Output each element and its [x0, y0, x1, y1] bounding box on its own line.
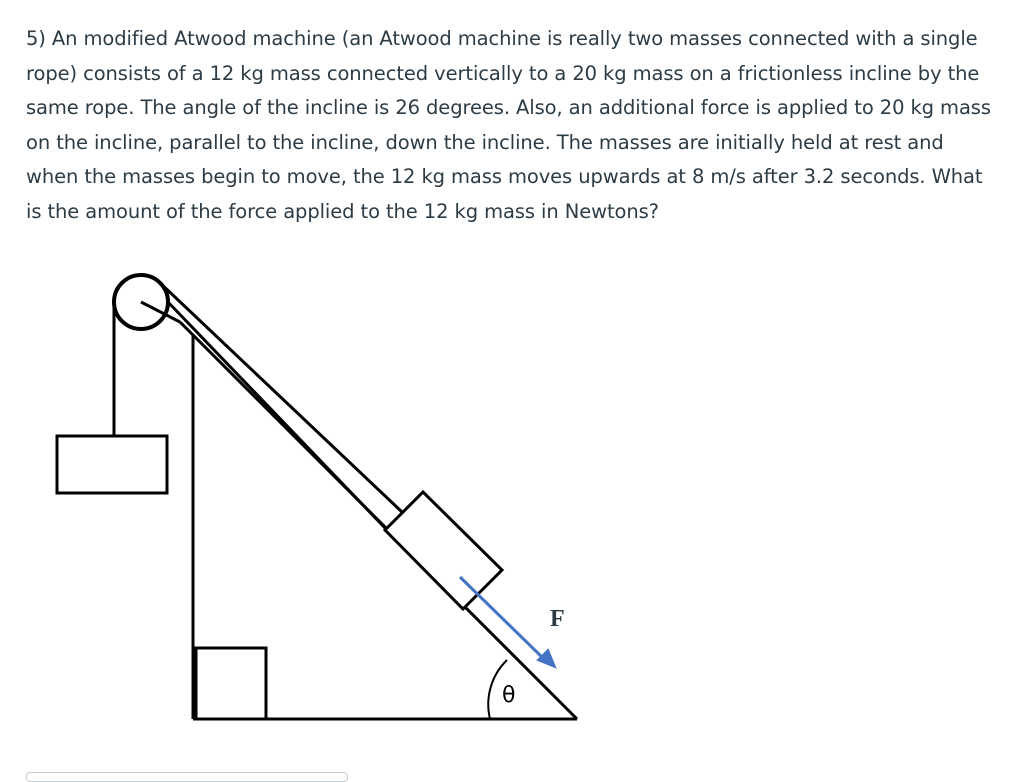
- incline-mass-20kg: [385, 492, 502, 609]
- force-arrow-head: [538, 650, 555, 667]
- angle-label: θ: [502, 683, 516, 708]
- rope-upper: [158, 281, 402, 512]
- answer-input[interactable]: [26, 772, 348, 782]
- question-text: 5) An modified Atwood machine (an Atwood machine is really two masses connected with a single rope) consists of a 12 kg mass connected vertically to a 20 kg mass on a frictionless incline by the same rope. The angle of the incline is 26 degrees. Also, an additional force is applied to 20 kg mass on the incline, parallel to the incline, down the incline. The masses are initially held at rest and when the masses begin to move, the 12 kg mass moves upwards at 8 m/s after 3.2 seconds. What is the amount of the force applied to the 12 kg mass in Newtons?: [26, 27, 991, 223]
- rope-lower: [167, 301, 386, 529]
- force-arrow-shaft: [460, 577, 545, 660]
- force-label: F: [550, 606, 565, 632]
- hanging-mass-12kg: [57, 436, 167, 493]
- right-angle-marker: [196, 648, 266, 719]
